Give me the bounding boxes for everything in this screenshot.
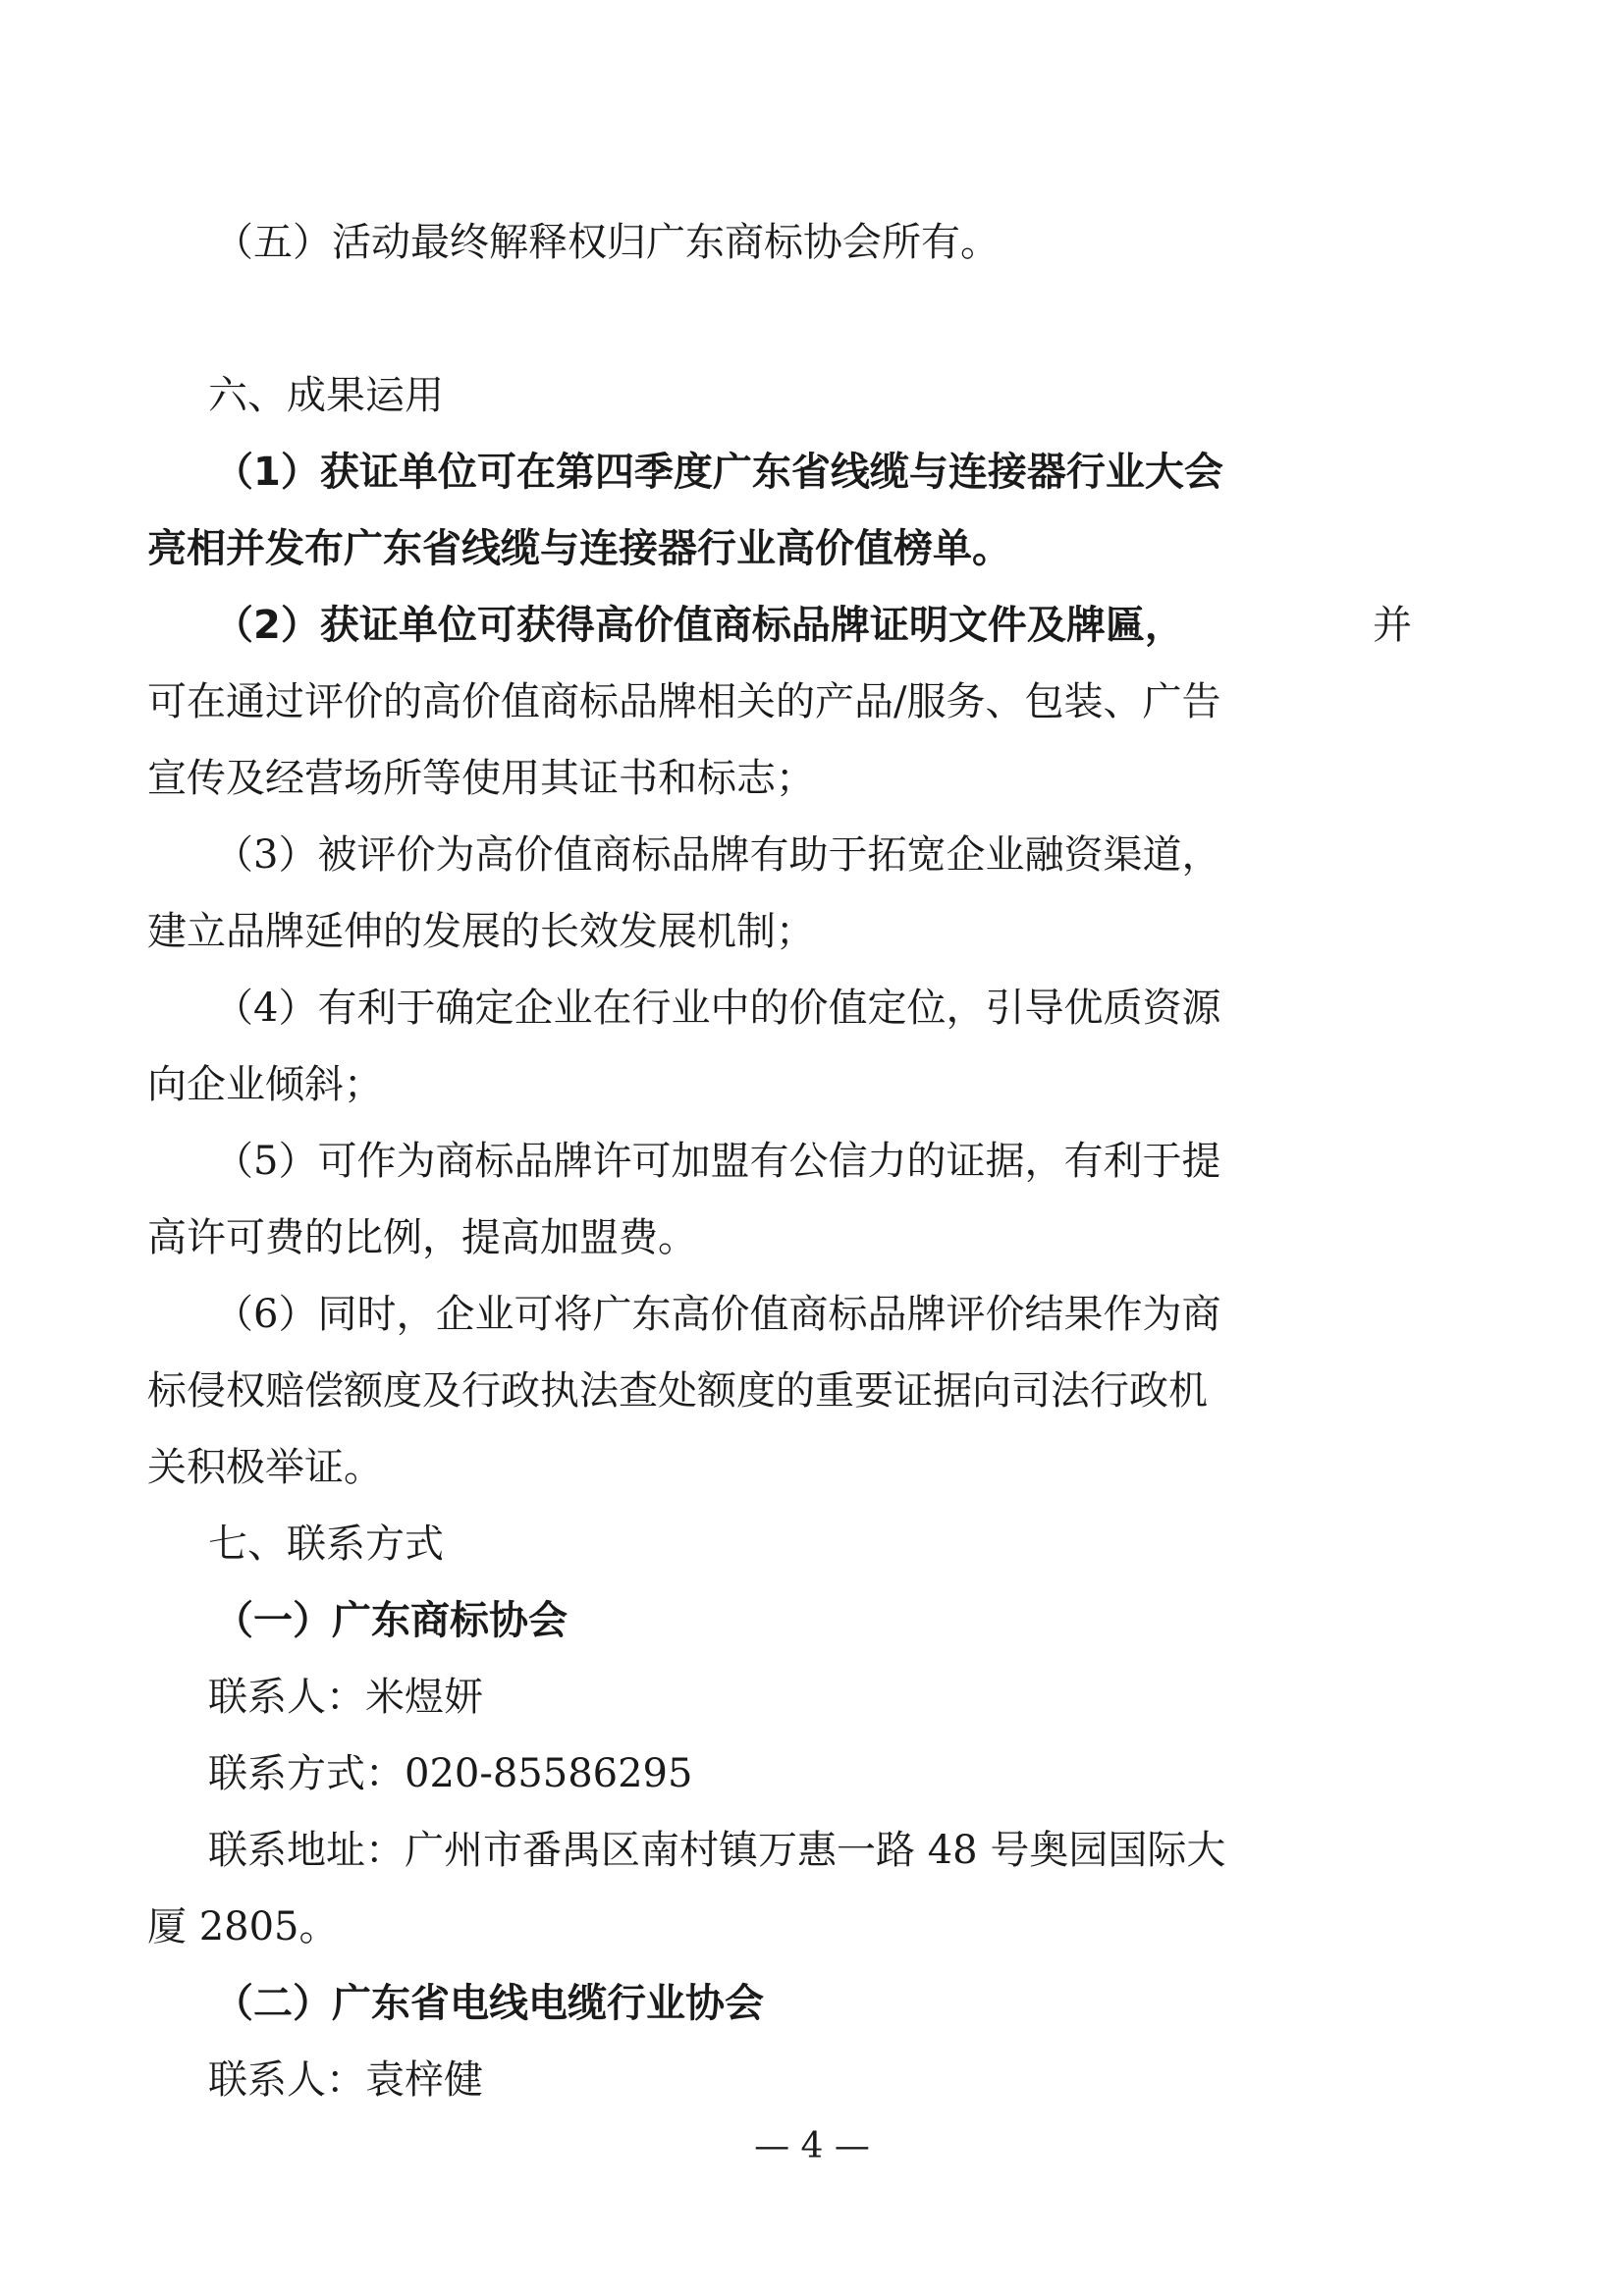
paragraph-text: 建立品牌延伸的发展的长效发展机制； xyxy=(147,909,815,954)
section-heading-text: 七、联系方式 xyxy=(208,1522,444,1567)
contact-1-phone xyxy=(0,1739,1624,1808)
paragraph-text: （5）可作为商标品牌许可加盟有公信力的证据，有利于提 xyxy=(214,1139,1221,1184)
result-item-1-line-2 xyxy=(0,514,1624,583)
result-item-3-line-2 xyxy=(0,897,1624,966)
result-item-2-line-2 xyxy=(0,667,1624,736)
paragraph-text: （4）有利于确定企业在行业中的价值定位，引导优质资源 xyxy=(214,986,1221,1031)
paragraph-text: （3）被评价为高价值商标品牌有助于拓宽企业融资渠道， xyxy=(214,832,1221,878)
contact-2-title xyxy=(0,1969,1624,2038)
section-heading-six xyxy=(0,361,1624,430)
paragraph-text: 并 xyxy=(1373,603,1412,648)
paragraph-five-final xyxy=(0,208,1624,277)
contact-1-title xyxy=(0,1586,1624,1655)
result-item-6-line-2 xyxy=(0,1357,1624,1425)
result-item-3-line-1 xyxy=(0,821,1624,889)
contact-title-text: （二）广东省电线电缆行业协会 xyxy=(214,1981,764,2026)
section-heading-text: 六、成果运用 xyxy=(208,373,444,418)
result-item-1-line-1 xyxy=(0,438,1624,507)
contact-2-person xyxy=(0,2046,1624,2114)
paragraph-text: 标侵权赔偿额度及行政执法查处额度的重要证据向司法行政机 xyxy=(147,1368,1208,1414)
paragraph-text: 亮相并发布广东省线缆与连接器行业高价值榜单。 xyxy=(147,526,1011,571)
section-heading-seven xyxy=(0,1510,1624,1578)
paragraph-text: 高许可费的比例，提高加盟费。 xyxy=(147,1215,697,1260)
result-item-2-line-3 xyxy=(0,744,1624,813)
contact-address-text: 厦 2805。 xyxy=(147,1904,339,1949)
contact-person-text: 联系人：米煜妍 xyxy=(208,1675,483,1720)
result-item-2-line-1 xyxy=(0,591,1624,660)
result-item-4-line-2 xyxy=(0,1050,1624,1119)
paragraph-text: （1）获证单位可在第四季度广东省线缆与连接器行业大会 xyxy=(214,450,1223,495)
paragraph-text: 向企业倾斜； xyxy=(147,1062,383,1107)
result-item-6-line-1 xyxy=(0,1280,1624,1349)
result-item-5-line-1 xyxy=(0,1127,1624,1196)
paragraph-text: 关积极举证。 xyxy=(147,1445,383,1490)
contact-title-text: （一）广东商标协会 xyxy=(214,1598,568,1643)
paragraph-text: （五）活动最终解释权归广东商标协会所有。 xyxy=(214,220,1000,265)
contact-phone-text: 联系方式：020-85586295 xyxy=(208,1751,693,1796)
paragraph-text: 可在通过评价的高价值商标品牌相关的产品/服务、包装、广告 xyxy=(147,679,1221,724)
contact-1-person xyxy=(0,1663,1624,1732)
page-number: — 4 — xyxy=(754,2126,870,2166)
result-item-6-line-3 xyxy=(0,1433,1624,1502)
result-item-5-line-2 xyxy=(0,1203,1624,1272)
result-item-4-line-1 xyxy=(0,974,1624,1042)
paragraph-text: 宣传及经营场所等使用其证书和标志； xyxy=(147,756,815,801)
contact-address-text: 联系地址：广州市番禺区南村镇万惠一路 48 号奥园国际大 xyxy=(208,1828,1226,1873)
paragraph-text: （6）同时，企业可将广东高价值商标品牌评价结果作为商 xyxy=(214,1292,1221,1337)
contact-1-address-line-2 xyxy=(0,1893,1624,1961)
paragraph-bold-text: （2）获证单位可获得高价值商标品牌证明文件及牌匾， xyxy=(214,603,1184,648)
contact-person-text: 联系人：袁梓健 xyxy=(208,2057,483,2103)
contact-1-address-line-1 xyxy=(0,1816,1624,1885)
